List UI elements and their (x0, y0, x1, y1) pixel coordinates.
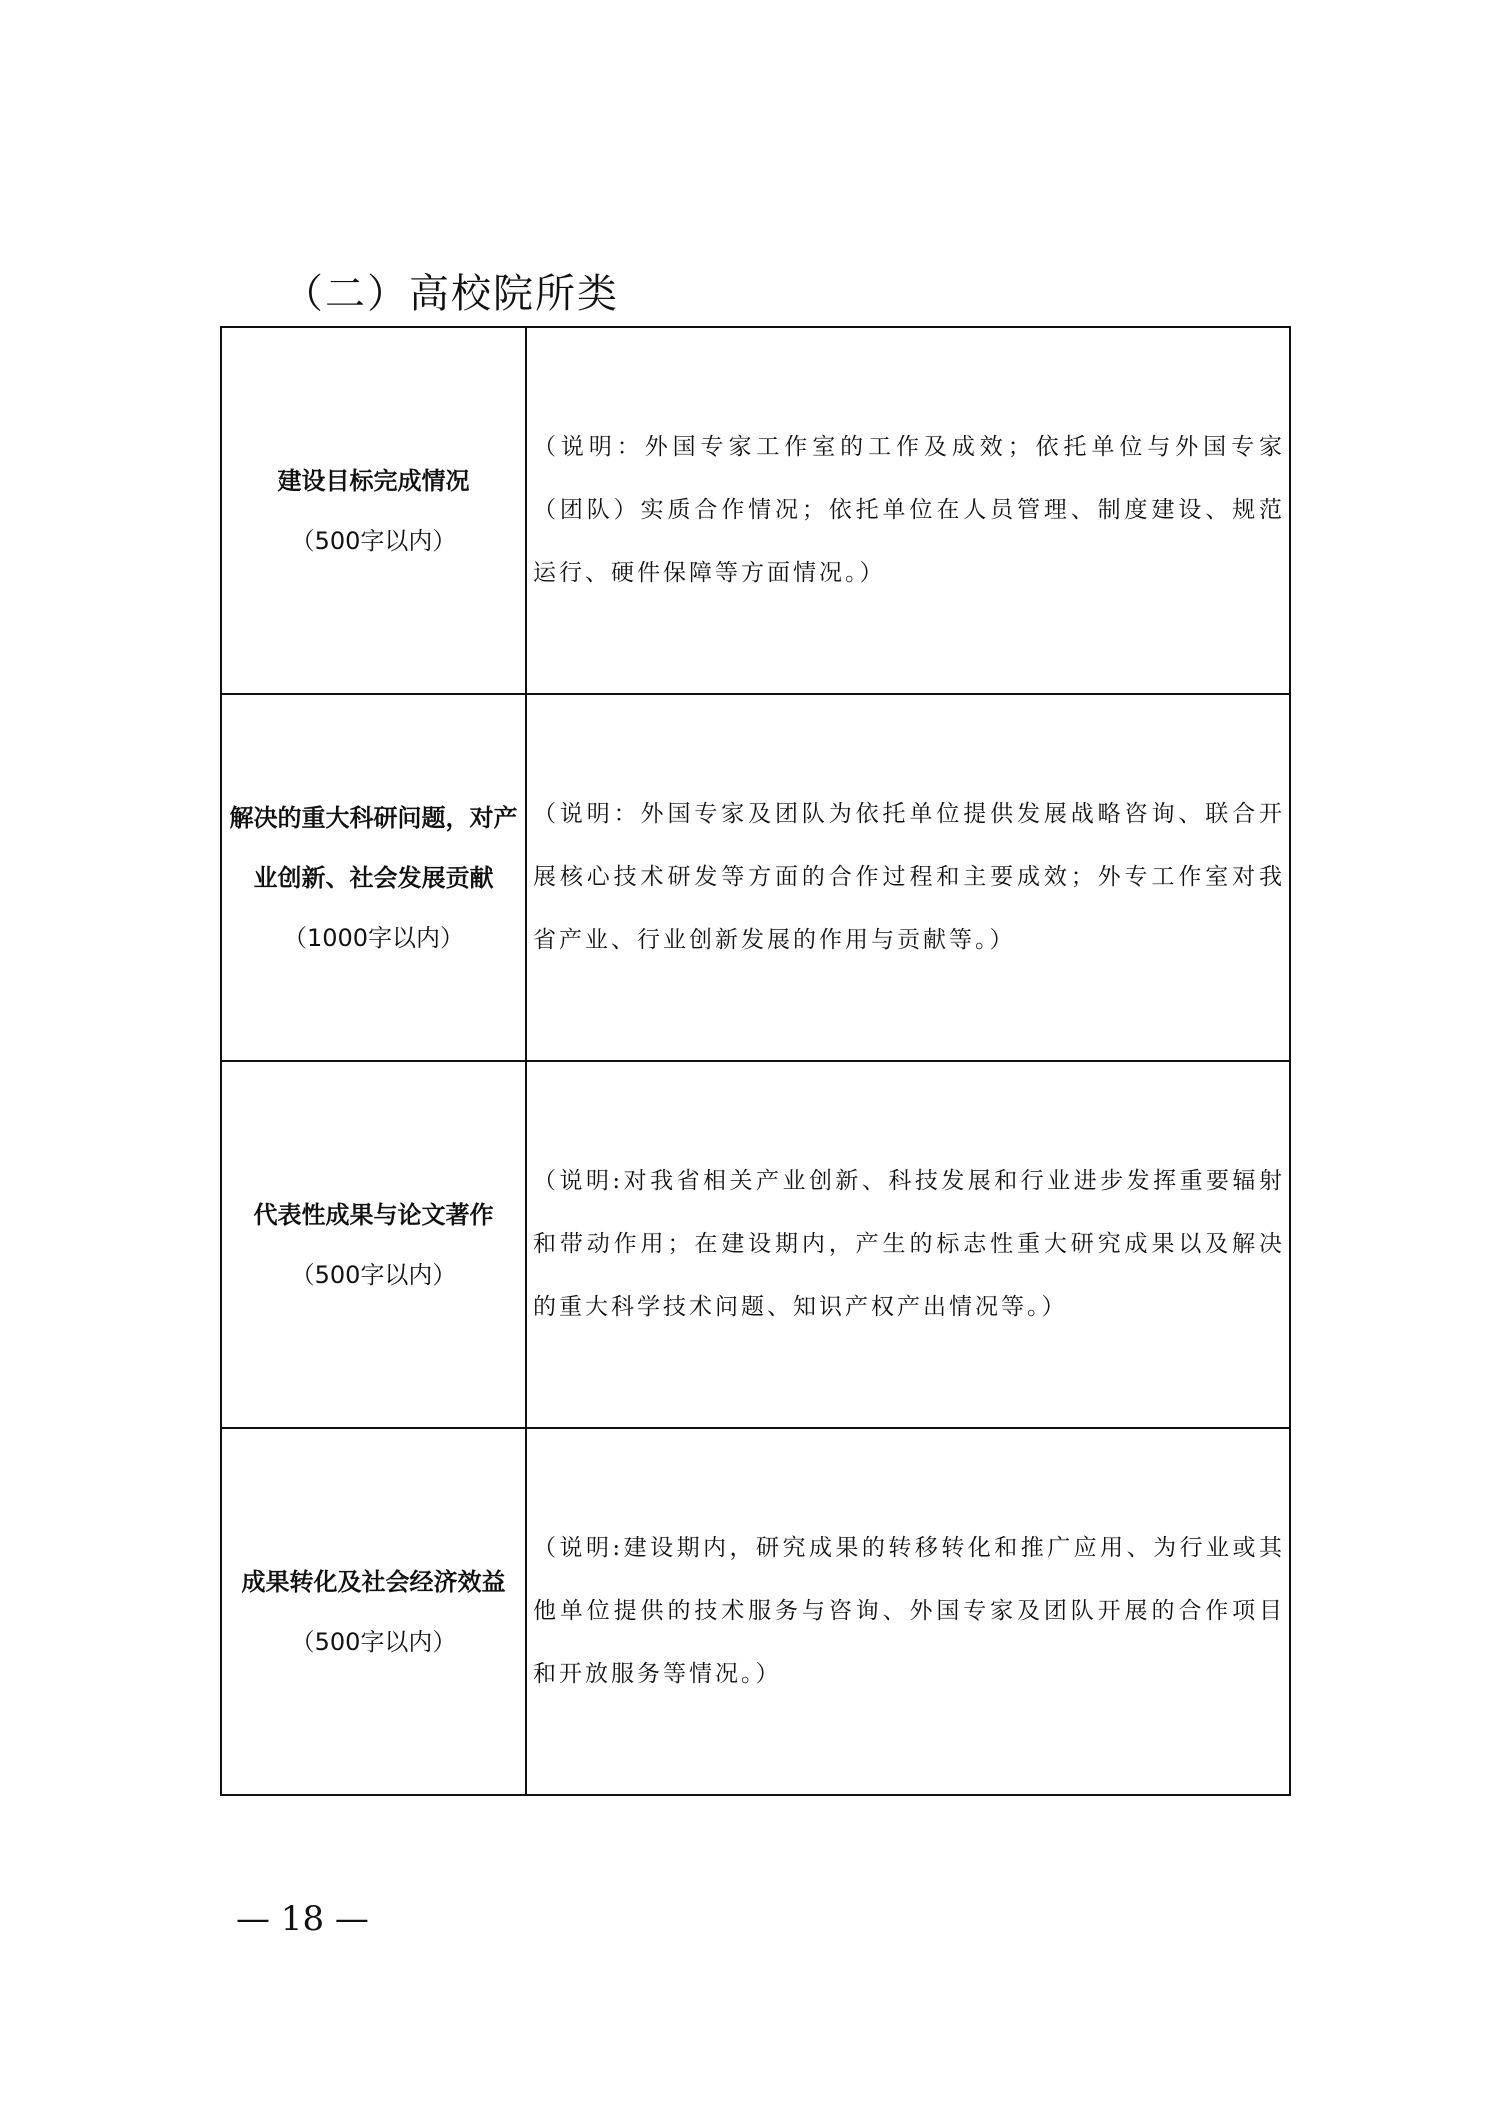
application-form-table (220, 326, 1291, 1796)
word-limit: （500字以内） (290, 526, 457, 555)
table-row (221, 1428, 1290, 1795)
table-row (221, 694, 1290, 1061)
table-row (221, 327, 1290, 694)
word-limit: （500字以内） (290, 1627, 457, 1656)
table-row (221, 1061, 1290, 1428)
row-label: 成果转化及社会经济效益 (241, 1567, 506, 1596)
row-label: 解决的重大科研问题，对产 (229, 803, 518, 832)
description-cell[interactable]: （说明:对我省相关产业创新、科技发展和行业进步发挥重要辐射和带动作用；在建设期内，产生的标志性重大研究成果以及解决的重大科学技术问题、知识产权产出情况等。） (526, 1061, 1290, 1428)
row-label: 代表性成果与论文著作 (253, 1200, 494, 1229)
word-limit: （500字以内） (290, 1260, 457, 1289)
page-number: — 18 — (236, 1899, 369, 1939)
description-cell[interactable]: （说明：外国专家及团队为依托单位提供发展战略咨询、联合开展核心技术研发等方面的合作过程和主要成效；外专工作室对我省产业、行业创新发展的作用与贡献等。） (526, 694, 1290, 1061)
description-cell[interactable]: （说明:建设期内，研究成果的转移转化和推广应用、为行业或其他单位提供的技术服务与咨询、外国专家及团队开展的合作项目和开放服务等情况。） (526, 1428, 1290, 1795)
section-title: （二）高校院所类 (283, 271, 619, 317)
row-label: 业创新、社会发展贡献 (253, 863, 494, 892)
label-cell-goal-completion (221, 327, 526, 694)
label-cell-representative-achievements (221, 1061, 526, 1428)
row-label: 建设目标完成情况 (277, 466, 470, 495)
label-cell-achievement-transformation (221, 1428, 526, 1795)
label-cell-research-contribution (221, 694, 526, 1061)
word-limit: （1000字以内） (282, 923, 465, 952)
description-cell[interactable]: （说明：外国专家工作室的工作及成效；依托单位与外国专家（团队）实质合作情况；依托单位在人员管理、制度建设、规范运行、硬件保障等方面情况。） (526, 327, 1290, 694)
